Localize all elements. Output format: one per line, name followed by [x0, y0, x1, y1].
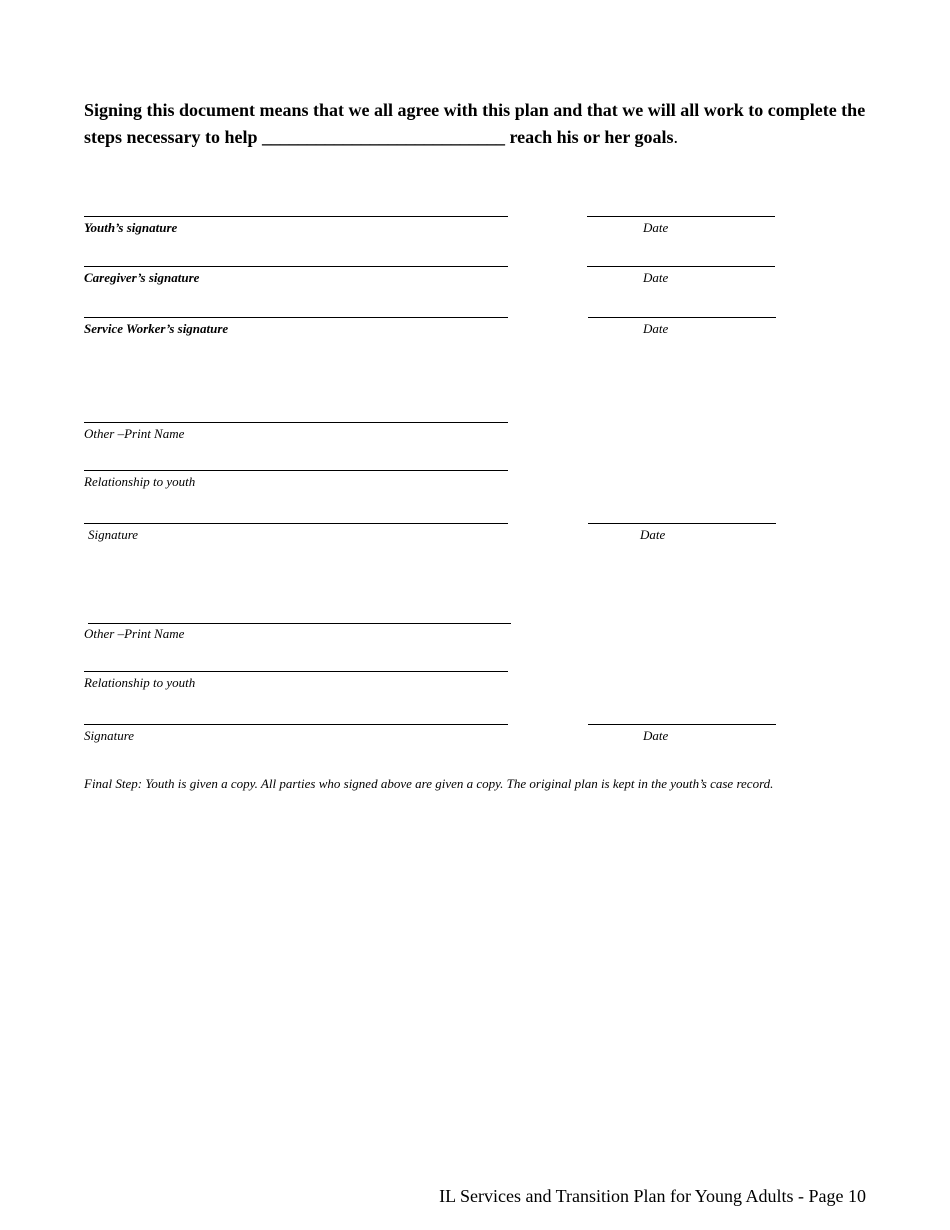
service-worker-signature-line[interactable] [84, 317, 508, 318]
agreement-text-start: Signing this document means that we all agree with this plan and that we will all work to complete the steps necessary to help [84, 100, 866, 147]
other2-signature-label: Signature [84, 728, 135, 743]
other1-relationship-line[interactable] [84, 470, 508, 471]
caregiver-signature-label: Caregiver’s signature [84, 270, 200, 285]
caregiver-signature-line[interactable] [84, 266, 508, 267]
service-worker-date-label: Date [643, 321, 669, 336]
other2-signature-line[interactable] [84, 724, 508, 725]
final-step-note: Final Step: Youth is given a copy. All parties who signed above are given a copy. The original plan is kept in the youth’s case record. [84, 776, 774, 791]
agreement-statement [84, 97, 884, 151]
other1-print-name-line[interactable] [84, 422, 508, 423]
other2-date-line[interactable] [588, 724, 776, 725]
caregiver-date-label: Date [643, 270, 669, 285]
youth-name-blank[interactable]: ___________________________ [262, 127, 505, 147]
other1-date-line[interactable] [588, 523, 776, 524]
other2-print-name-label: Other –Print Name [84, 626, 185, 641]
other1-print-name-label: Other –Print Name [84, 426, 185, 441]
other1-signature-label: Signature [88, 527, 139, 542]
other1-date-label: Date [640, 527, 666, 542]
youth-date-line[interactable] [587, 216, 775, 217]
other2-print-name-line[interactable] [88, 623, 511, 624]
service-worker-signature-label: Service Worker’s signature [84, 321, 229, 336]
agreement-period: . [673, 127, 679, 147]
other1-signature-line[interactable] [84, 523, 508, 524]
youth-date-label: Date [643, 220, 669, 235]
other2-date-label: Date [643, 728, 669, 743]
other2-relationship-line[interactable] [84, 671, 508, 672]
other1-relationship-label: Relationship to youth [84, 474, 196, 489]
other2-relationship-label: Relationship to youth [84, 675, 196, 690]
youth-signature-label: Youth’s signature [84, 220, 178, 235]
youth-signature-line[interactable] [84, 216, 508, 217]
page-footer: IL Services and Transition Plan for Young Adults - Page 10 [439, 1186, 866, 1206]
caregiver-date-line[interactable] [587, 266, 775, 267]
service-worker-date-line[interactable] [588, 317, 776, 318]
agreement-text-end: reach his or her goals [505, 127, 674, 147]
